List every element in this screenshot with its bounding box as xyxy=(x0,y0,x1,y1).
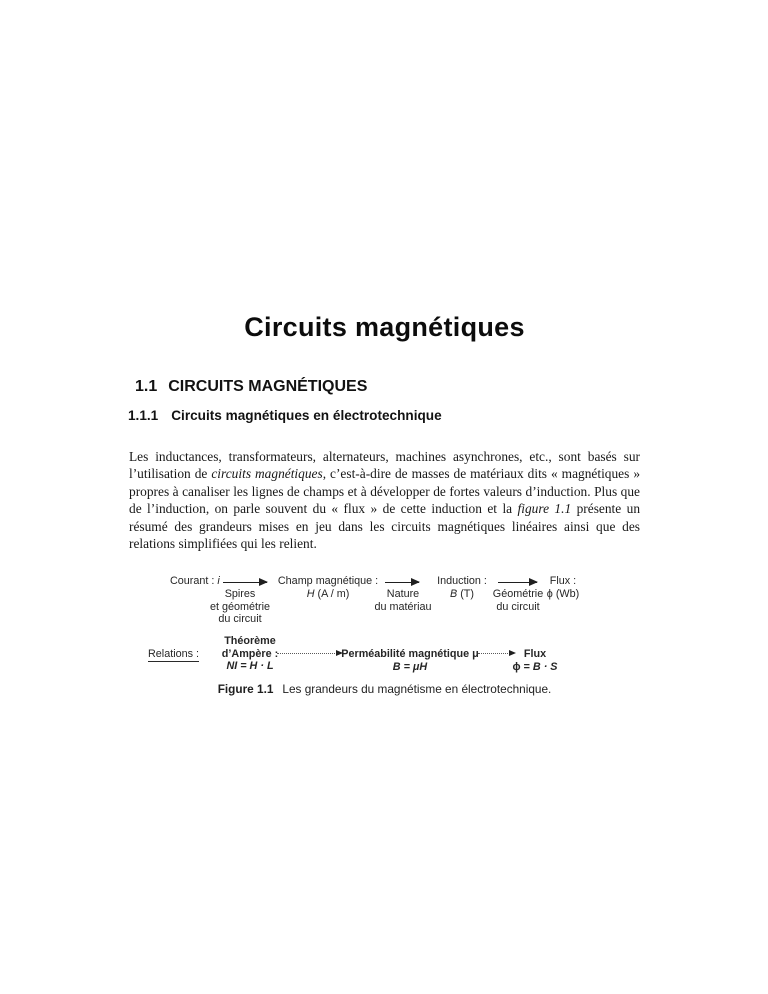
subsection-title: Circuits magnétiques en électrotechnique xyxy=(171,408,442,423)
paragraph-segment: présente un résumé des grandeurs mises en jeu dans les circuits magnétiques linéaires ainsi que des relations simplifiées qui les relient. xyxy=(129,501,641,552)
flow-induction-symbol: B xyxy=(449,587,458,600)
flow-geometrie-note xyxy=(493,588,543,613)
note-line: Géométrie xyxy=(492,588,544,600)
permeabilite-label: Perméabilité magnétique μ xyxy=(341,648,479,660)
flow-courant-label xyxy=(170,575,220,588)
dotted-arrow-icon xyxy=(478,653,508,654)
ampere-title-line: d’Ampère : xyxy=(221,647,279,660)
dotted-arrow-icon xyxy=(277,653,335,654)
paragraph-italic-segment: figure 1.1 xyxy=(517,501,572,517)
flow-induction-node xyxy=(437,575,487,600)
flow-flux-node xyxy=(547,575,579,600)
relations-label xyxy=(148,648,199,661)
caption-label: Figure 1.1 xyxy=(217,682,274,696)
flow-flux-unit: (Wb) xyxy=(555,587,580,600)
flow-flux-label: Flux : xyxy=(549,575,577,587)
section-heading xyxy=(135,378,367,396)
page-title: Circuits magnétiques xyxy=(244,312,525,342)
flow-spires-note xyxy=(210,588,270,626)
flow-champ-unit: (A / m) xyxy=(317,587,350,600)
paragraph-italic-segment: circuits magnétiques xyxy=(211,466,323,482)
ampere-formula: NI = H · L xyxy=(226,660,274,673)
permeabilite-formula: B = μH xyxy=(392,660,428,673)
flow-arrow-icon xyxy=(385,582,419,583)
note-line: du circuit xyxy=(218,613,262,626)
relation-flux-label: Flux xyxy=(523,648,547,660)
flow-nature-note xyxy=(374,588,431,613)
paragraph-segment: Les inductances, transformateurs, alternateurs, machines asynchrones, etc., sont basés sur l’utilisation de xyxy=(129,449,640,482)
flux-formula-rhs: B · S xyxy=(532,660,558,673)
note-line: du matériau xyxy=(374,600,432,613)
relation-flux-node xyxy=(513,648,558,673)
section-title: CIRCUITS MAGNÉTIQUES xyxy=(168,378,368,395)
section-number: 1.1 xyxy=(135,378,158,395)
paragraph-segment: , c’est-à-dire de masses de matériaux dits « magnétiques » propres à canaliser les lignes de champs et à développer de fortes valeurs d’induction. Plus que de l’induction, on parle souvent du « flux » de cette induction et la xyxy=(129,466,641,517)
flow-champ-symbol: H xyxy=(306,587,315,600)
flow-induction-label: Induction : xyxy=(437,575,487,587)
note-line: Spires xyxy=(224,588,256,600)
figure-diagram xyxy=(129,573,640,677)
figure-caption xyxy=(129,682,640,696)
note-line: du circuit xyxy=(496,600,540,613)
flow-induction-unit: (T) xyxy=(460,587,474,600)
caption-text: Les grandeurs du magnétisme en électrotechnique. xyxy=(282,682,552,696)
flow-courant-symbol: i xyxy=(217,575,220,587)
intro-paragraph xyxy=(129,448,640,552)
flow-flux-symbol: ϕ xyxy=(546,587,553,600)
subsection-number: 1.1.1 xyxy=(128,408,159,423)
flow-flux-value xyxy=(547,588,579,601)
flux-formula-lhs: ϕ = xyxy=(512,660,530,673)
relations-label-text: Relations : xyxy=(148,648,200,660)
flow-champ-node xyxy=(278,575,378,600)
flow-induction-value xyxy=(437,588,487,601)
flow-champ-value xyxy=(278,588,378,601)
relation-permeabilite-node xyxy=(341,648,478,673)
flow-champ-label: Champ magnétique : xyxy=(277,575,379,587)
relation-flux-formula xyxy=(513,661,558,674)
note-line: et géométrie xyxy=(209,600,271,613)
subsection-heading xyxy=(128,408,442,423)
relation-ampere-node xyxy=(222,635,278,673)
note-line: Nature xyxy=(386,588,420,600)
flow-courant-text: Courant : xyxy=(170,575,215,587)
flow-arrow-icon xyxy=(223,582,267,583)
flow-arrow-icon xyxy=(498,582,537,583)
ampere-title-line: Théorème xyxy=(224,635,276,647)
